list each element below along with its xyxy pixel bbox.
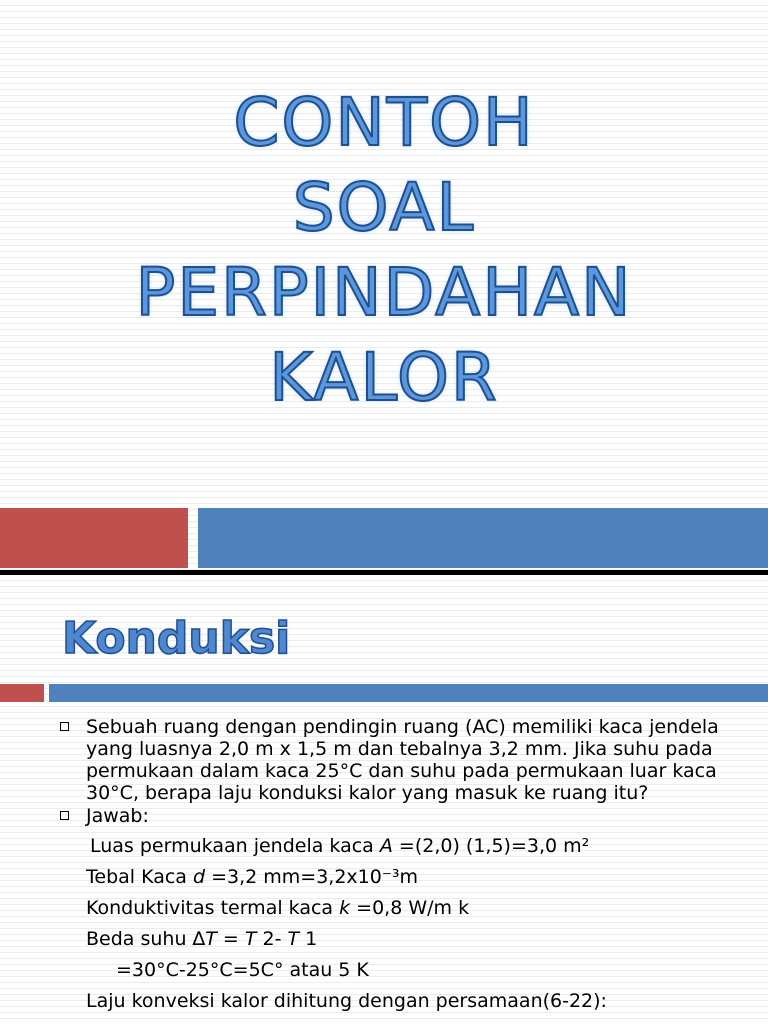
slide-title	[0, 80, 768, 420]
area-text: Luas permukaan jendela kaca	[90, 835, 380, 857]
calculation-block	[0, 831, 768, 1017]
temp-value-line: =30°C-25°C=5C° atau 5 K	[116, 959, 369, 981]
problem-line: Sebuah ruang dengan pendingin ruang (AC) memiliki kaca jendela	[86, 716, 719, 738]
square-bullet-icon	[60, 811, 69, 820]
accent-bar-blue	[49, 684, 768, 702]
temp-variable: T	[205, 928, 217, 950]
content-slide	[0, 575, 768, 1024]
answer-bullet	[0, 805, 768, 827]
problem-bullet	[0, 716, 768, 804]
accent-bar-red	[0, 684, 44, 702]
conductivity-value: =0,8 W/m k	[350, 897, 470, 919]
thickness-text: Tebal Kaca	[86, 866, 193, 888]
conductivity-text: Konduktivitas termal kaca	[86, 897, 340, 919]
problem-line: yang luasnya 2,0 m x 1,5 m dan tebalnya 3,2 mm. Jika suhu pada	[86, 738, 713, 760]
slide-body	[0, 716, 768, 1017]
temp-variable: T	[287, 928, 300, 950]
conductivity-variable: k	[339, 897, 351, 919]
temp-variable: T	[244, 928, 257, 950]
area-line	[86, 831, 768, 862]
equals-sign: =	[216, 928, 245, 950]
answer-label: Jawab:	[86, 805, 149, 827]
slide-heading: Konduksi	[62, 613, 291, 664]
subscript-one: 1	[299, 928, 318, 950]
area-variable: A	[379, 835, 393, 857]
area-value: =(2,0) (1,5)=3,0 m²	[392, 835, 590, 857]
accent-bar-blue	[198, 508, 768, 568]
title-line: SOAL	[292, 169, 476, 246]
title-line: KALOR	[269, 339, 499, 416]
problem-line: 30°C, berapa laju konduksi kalor yang masuk ke ruang itu?	[86, 782, 649, 804]
problem-line: permukaan dalam kaca 25°C dan suhu pada permukaan luar kaca	[86, 760, 717, 782]
temp-diff-line	[86, 924, 768, 955]
thickness-variable: d	[193, 866, 206, 888]
accent-bar-red	[0, 508, 188, 568]
thickness-line	[86, 862, 768, 893]
rate-line: Laju konveksi kalor dihitung dengan persamaan(6-22):	[86, 990, 607, 1012]
conductivity-line	[86, 893, 768, 924]
square-bullet-icon	[60, 722, 69, 731]
subscript-two: 2-	[256, 928, 288, 950]
thickness-value: =3,2 mm=3,2x10⁻³m	[205, 866, 419, 888]
temp-diff-text: Beda suhu ∆	[86, 928, 206, 950]
title-line: CONTOH	[233, 84, 535, 161]
title-line: PERPINDAHAN	[135, 254, 633, 331]
